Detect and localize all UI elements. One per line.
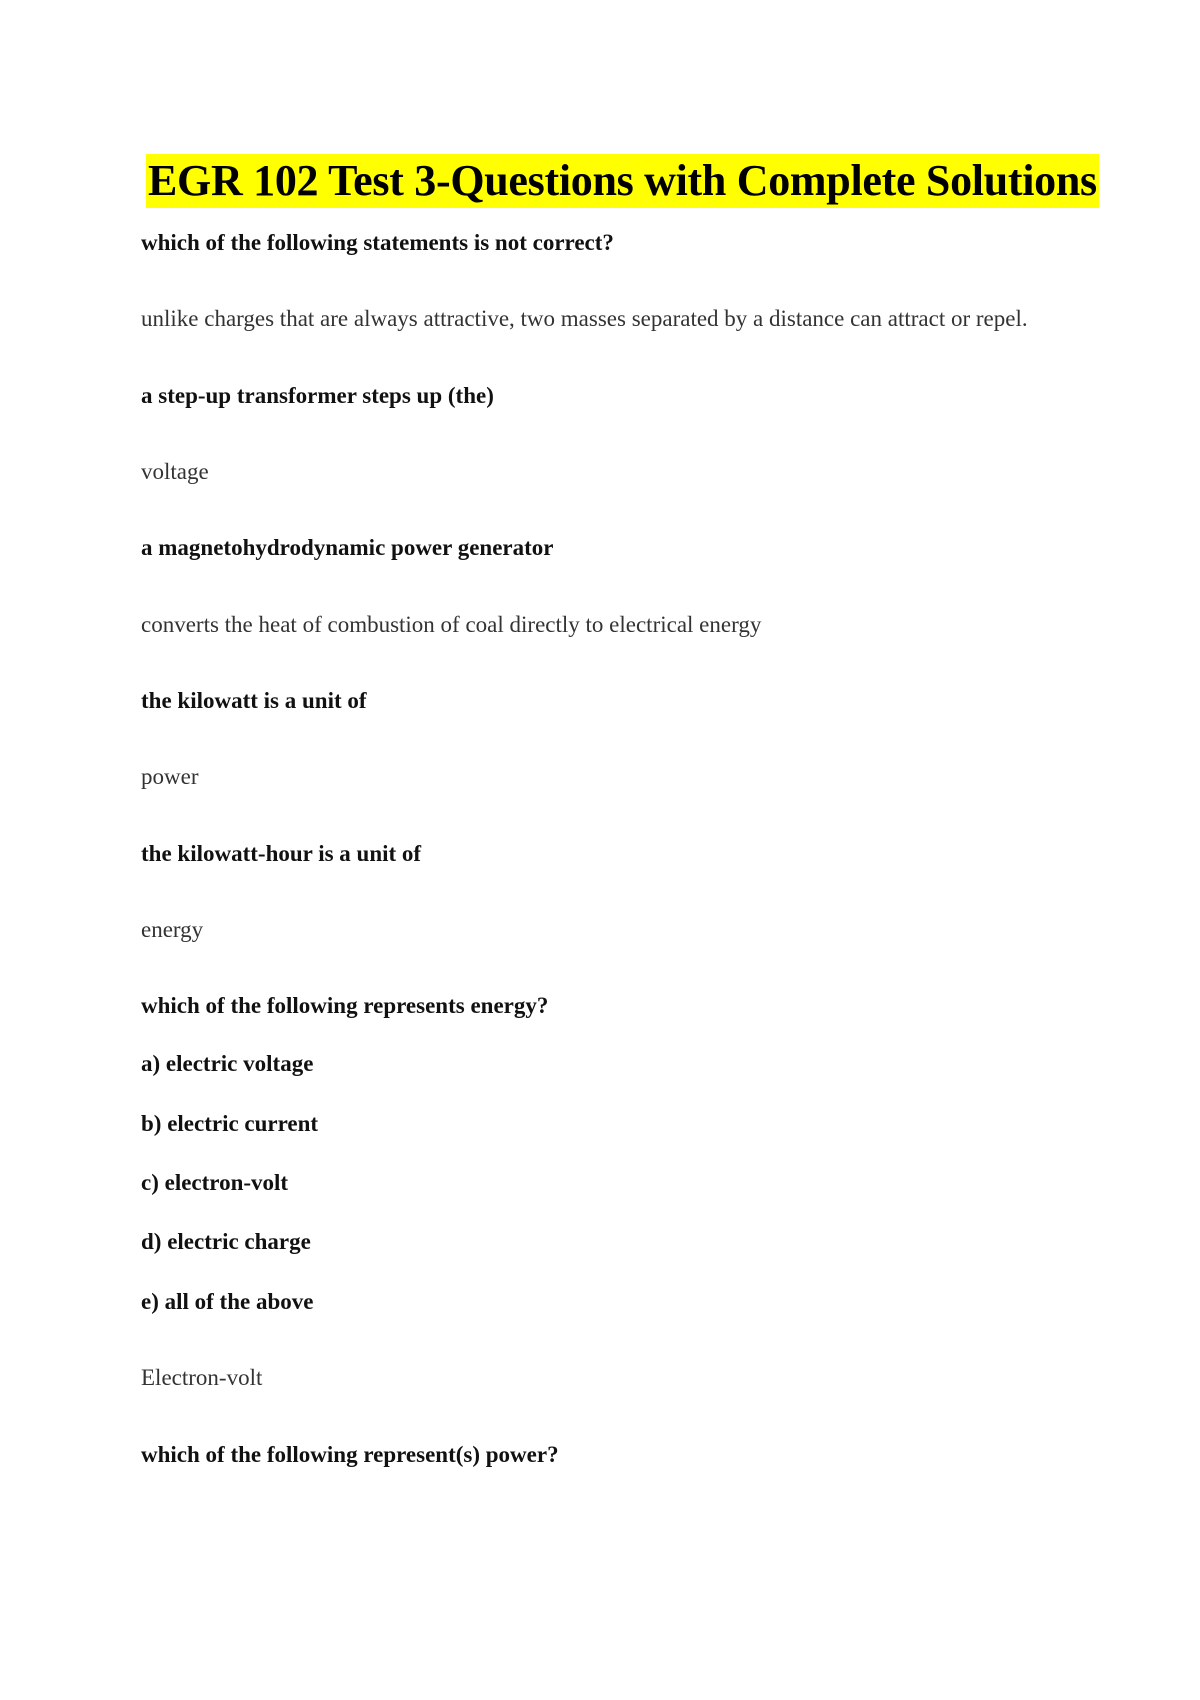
answer-2: voltage — [141, 459, 209, 484]
question-6: which of the following represents energy? — [141, 993, 549, 1018]
answer-6: Electron-volt — [141, 1365, 263, 1390]
question-3: a magnetohydrodynamic power generator — [141, 535, 554, 560]
option-e: e) all of the above — [141, 1289, 314, 1314]
option-b: b) electric current — [141, 1111, 319, 1136]
question-4: the kilowatt is a unit of — [141, 688, 367, 713]
answer-1: unlike charges that are always attractive, two masses separated by a distance can attract or repel. — [141, 306, 1028, 331]
question-5: the kilowatt-hour is a unit of — [141, 841, 422, 866]
option-d: d) electric charge — [141, 1229, 311, 1254]
question-1: which of the following statements is not correct? — [141, 230, 614, 255]
question-7: which of the following represent(s) power? — [141, 1442, 559, 1467]
document-title: EGR 102 Test 3-Questions with Complete Solutions — [148, 156, 1097, 205]
option-a: a) electric voltage — [141, 1051, 314, 1076]
answer-5: energy — [141, 917, 204, 942]
answer-3: converts the heat of combustion of coal directly to electrical energy — [141, 612, 762, 637]
title-highlight — [146, 154, 1099, 208]
answer-4: power — [141, 764, 199, 789]
option-c: c) electron-volt — [141, 1170, 289, 1195]
question-2: a step-up transformer steps up (the) — [141, 383, 494, 408]
